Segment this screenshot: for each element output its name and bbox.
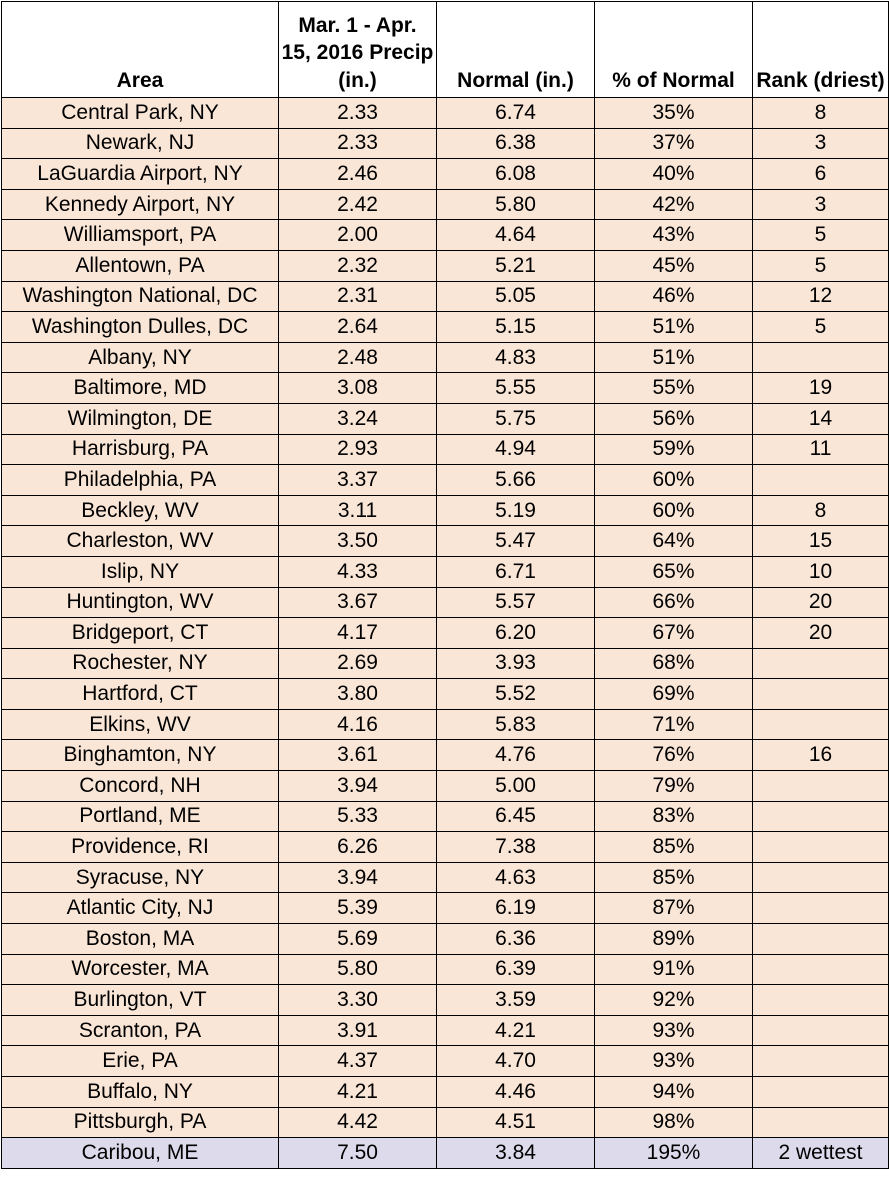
table-row bbox=[2, 924, 889, 955]
cell-precip: 4.16 bbox=[279, 709, 437, 740]
cell-normal: 4.63 bbox=[437, 862, 595, 893]
table-row bbox=[2, 1107, 889, 1138]
cell-precip: 3.61 bbox=[279, 740, 437, 771]
cell-rank: 20 bbox=[753, 587, 889, 618]
cell-normal: 6.45 bbox=[437, 801, 595, 832]
cell-precip: 3.94 bbox=[279, 862, 437, 893]
cell-normal: 5.21 bbox=[437, 250, 595, 281]
cell-area: Harrisburg, PA bbox=[2, 434, 279, 465]
cell-percent-of-normal: 85% bbox=[595, 862, 753, 893]
cell-percent-of-normal: 85% bbox=[595, 832, 753, 863]
cell-area: Atlantic City, NJ bbox=[2, 893, 279, 924]
table-row bbox=[2, 128, 889, 159]
table-row bbox=[2, 495, 889, 526]
table-row bbox=[2, 250, 889, 281]
cell-area: Kennedy Airport, NY bbox=[2, 189, 279, 220]
cell-area: Allentown, PA bbox=[2, 250, 279, 281]
cell-area: Newark, NJ bbox=[2, 128, 279, 159]
cell-rank: 8 bbox=[753, 495, 889, 526]
cell-normal: 5.52 bbox=[437, 679, 595, 710]
table-row bbox=[2, 281, 889, 312]
cell-normal: 6.19 bbox=[437, 893, 595, 924]
cell-precip: 2.64 bbox=[279, 312, 437, 343]
cell-percent-of-normal: 51% bbox=[595, 312, 753, 343]
table-row bbox=[2, 526, 889, 557]
cell-percent-of-normal: 87% bbox=[595, 893, 753, 924]
cell-percent-of-normal: 42% bbox=[595, 189, 753, 220]
cell-percent-of-normal: 67% bbox=[595, 618, 753, 649]
cell-area: Albany, NY bbox=[2, 342, 279, 373]
cell-rank: 8 bbox=[753, 98, 889, 129]
table-row bbox=[2, 587, 889, 618]
table-row bbox=[2, 1046, 889, 1077]
cell-rank: 12 bbox=[753, 281, 889, 312]
cell-area: Elkins, WV bbox=[2, 709, 279, 740]
cell-precip: 2.48 bbox=[279, 342, 437, 373]
cell-normal: 4.21 bbox=[437, 1015, 595, 1046]
cell-normal: 4.76 bbox=[437, 740, 595, 771]
cell-normal: 6.71 bbox=[437, 556, 595, 587]
cell-precip: 5.69 bbox=[279, 924, 437, 955]
cell-area: Scranton, PA bbox=[2, 1015, 279, 1046]
cell-precip: 4.42 bbox=[279, 1107, 437, 1138]
cell-rank bbox=[753, 801, 889, 832]
cell-rank: 19 bbox=[753, 373, 889, 404]
cell-normal: 6.08 bbox=[437, 159, 595, 190]
cell-normal: 6.39 bbox=[437, 954, 595, 985]
cell-percent-of-normal: 91% bbox=[595, 954, 753, 985]
cell-rank: 11 bbox=[753, 434, 889, 465]
cell-area: LaGuardia Airport, NY bbox=[2, 159, 279, 190]
cell-normal: 5.57 bbox=[437, 587, 595, 618]
cell-rank: 15 bbox=[753, 526, 889, 557]
cell-normal: 4.70 bbox=[437, 1046, 595, 1077]
table-row bbox=[2, 556, 889, 587]
cell-percent-of-normal: 45% bbox=[595, 250, 753, 281]
cell-area: Burlington, VT bbox=[2, 985, 279, 1016]
cell-normal: 6.38 bbox=[437, 128, 595, 159]
table-row bbox=[2, 189, 889, 220]
cell-rank: 16 bbox=[753, 740, 889, 771]
cell-normal: 4.64 bbox=[437, 220, 595, 251]
cell-precip: 3.80 bbox=[279, 679, 437, 710]
cell-area: Providence, RI bbox=[2, 832, 279, 863]
cell-precip: 7.50 bbox=[279, 1138, 437, 1169]
table-row bbox=[2, 373, 889, 404]
cell-area: Portland, ME bbox=[2, 801, 279, 832]
table-row bbox=[2, 159, 889, 190]
header-row bbox=[2, 2, 889, 98]
cell-rank: 3 bbox=[753, 189, 889, 220]
table-row bbox=[2, 618, 889, 649]
cell-normal: 4.83 bbox=[437, 342, 595, 373]
cell-percent-of-normal: 66% bbox=[595, 587, 753, 618]
cell-normal: 5.75 bbox=[437, 403, 595, 434]
cell-percent-of-normal: 98% bbox=[595, 1107, 753, 1138]
table-row bbox=[2, 862, 889, 893]
cell-normal: 5.80 bbox=[437, 189, 595, 220]
cell-normal: 5.00 bbox=[437, 771, 595, 802]
cell-rank: 14 bbox=[753, 403, 889, 434]
header-area: Area bbox=[2, 2, 279, 98]
cell-normal: 5.66 bbox=[437, 465, 595, 496]
cell-area: Central Park, NY bbox=[2, 98, 279, 129]
cell-rank bbox=[753, 1046, 889, 1077]
table-row bbox=[2, 771, 889, 802]
cell-percent-of-normal: 93% bbox=[595, 1046, 753, 1077]
table-row bbox=[2, 832, 889, 863]
cell-precip: 2.33 bbox=[279, 128, 437, 159]
cell-rank bbox=[753, 709, 889, 740]
cell-percent-of-normal: 37% bbox=[595, 128, 753, 159]
cell-precip: 3.30 bbox=[279, 985, 437, 1016]
cell-rank bbox=[753, 893, 889, 924]
cell-precip: 4.33 bbox=[279, 556, 437, 587]
header-precip: Mar. 1 - Apr. 15, 2016 Precip (in.) bbox=[279, 2, 437, 98]
cell-precip: 2.46 bbox=[279, 159, 437, 190]
cell-rank bbox=[753, 954, 889, 985]
cell-normal: 5.47 bbox=[437, 526, 595, 557]
header-percent-of-normal: % of Normal bbox=[595, 2, 753, 98]
table-row bbox=[2, 434, 889, 465]
cell-precip: 2.33 bbox=[279, 98, 437, 129]
cell-precip: 5.33 bbox=[279, 801, 437, 832]
cell-area: Rochester, NY bbox=[2, 648, 279, 679]
cell-rank bbox=[753, 771, 889, 802]
table-row bbox=[2, 893, 889, 924]
cell-percent-of-normal: 195% bbox=[595, 1138, 753, 1169]
cell-rank: 5 bbox=[753, 250, 889, 281]
cell-area: Worcester, MA bbox=[2, 954, 279, 985]
cell-percent-of-normal: 51% bbox=[595, 342, 753, 373]
cell-rank: 10 bbox=[753, 556, 889, 587]
cell-precip: 6.26 bbox=[279, 832, 437, 863]
table-row bbox=[2, 1015, 889, 1046]
cell-area: Caribou, ME bbox=[2, 1138, 279, 1169]
cell-rank: 5 bbox=[753, 220, 889, 251]
cell-rank bbox=[753, 1107, 889, 1138]
cell-rank: 3 bbox=[753, 128, 889, 159]
cell-percent-of-normal: 46% bbox=[595, 281, 753, 312]
cell-percent-of-normal: 64% bbox=[595, 526, 753, 557]
cell-precip: 4.37 bbox=[279, 1046, 437, 1077]
cell-percent-of-normal: 94% bbox=[595, 1077, 753, 1108]
cell-precip: 4.21 bbox=[279, 1077, 437, 1108]
cell-normal: 6.20 bbox=[437, 618, 595, 649]
table-row bbox=[2, 954, 889, 985]
cell-precip: 4.17 bbox=[279, 618, 437, 649]
cell-precip: 2.00 bbox=[279, 220, 437, 251]
table-row bbox=[2, 801, 889, 832]
cell-precip: 2.69 bbox=[279, 648, 437, 679]
table-body bbox=[2, 98, 889, 1169]
cell-percent-of-normal: 40% bbox=[595, 159, 753, 190]
table-row bbox=[2, 679, 889, 710]
cell-rank: 6 bbox=[753, 159, 889, 190]
cell-normal: 5.15 bbox=[437, 312, 595, 343]
cell-precip: 3.94 bbox=[279, 771, 437, 802]
cell-area: Bridgeport, CT bbox=[2, 618, 279, 649]
cell-area: Huntington, WV bbox=[2, 587, 279, 618]
cell-precip: 3.24 bbox=[279, 403, 437, 434]
cell-normal: 3.84 bbox=[437, 1138, 595, 1169]
cell-normal: 5.55 bbox=[437, 373, 595, 404]
cell-normal: 3.93 bbox=[437, 648, 595, 679]
cell-rank bbox=[753, 679, 889, 710]
table-row bbox=[2, 312, 889, 343]
cell-rank: 20 bbox=[753, 618, 889, 649]
cell-rank bbox=[753, 1015, 889, 1046]
cell-precip: 2.42 bbox=[279, 189, 437, 220]
cell-area: Wilmington, DE bbox=[2, 403, 279, 434]
cell-percent-of-normal: 92% bbox=[595, 985, 753, 1016]
cell-rank bbox=[753, 832, 889, 863]
precipitation-table bbox=[1, 1, 889, 1169]
cell-precip: 3.37 bbox=[279, 465, 437, 496]
cell-rank: 5 bbox=[753, 312, 889, 343]
cell-rank bbox=[753, 924, 889, 955]
cell-area: Washington Dulles, DC bbox=[2, 312, 279, 343]
cell-normal: 5.05 bbox=[437, 281, 595, 312]
cell-precip: 2.32 bbox=[279, 250, 437, 281]
cell-precip: 3.11 bbox=[279, 495, 437, 526]
cell-precip: 5.39 bbox=[279, 893, 437, 924]
cell-precip: 3.91 bbox=[279, 1015, 437, 1046]
cell-normal: 3.59 bbox=[437, 985, 595, 1016]
cell-percent-of-normal: 69% bbox=[595, 679, 753, 710]
cell-area: Baltimore, MD bbox=[2, 373, 279, 404]
cell-normal: 4.46 bbox=[437, 1077, 595, 1108]
cell-area: Hartford, CT bbox=[2, 679, 279, 710]
cell-normal: 7.38 bbox=[437, 832, 595, 863]
cell-normal: 4.51 bbox=[437, 1107, 595, 1138]
cell-rank bbox=[753, 1077, 889, 1108]
cell-normal: 5.83 bbox=[437, 709, 595, 740]
cell-percent-of-normal: 56% bbox=[595, 403, 753, 434]
cell-percent-of-normal: 59% bbox=[595, 434, 753, 465]
cell-normal: 5.19 bbox=[437, 495, 595, 526]
cell-area: Buffalo, NY bbox=[2, 1077, 279, 1108]
table-row bbox=[2, 709, 889, 740]
cell-precip: 3.50 bbox=[279, 526, 437, 557]
table-row bbox=[2, 1077, 889, 1108]
cell-percent-of-normal: 55% bbox=[595, 373, 753, 404]
cell-area: Charleston, WV bbox=[2, 526, 279, 557]
cell-area: Washington National, DC bbox=[2, 281, 279, 312]
cell-precip: 2.93 bbox=[279, 434, 437, 465]
cell-percent-of-normal: 68% bbox=[595, 648, 753, 679]
cell-percent-of-normal: 83% bbox=[595, 801, 753, 832]
cell-percent-of-normal: 93% bbox=[595, 1015, 753, 1046]
header-rank: Rank (driest) bbox=[753, 2, 889, 98]
cell-area: Williamsport, PA bbox=[2, 220, 279, 251]
cell-percent-of-normal: 76% bbox=[595, 740, 753, 771]
cell-percent-of-normal: 79% bbox=[595, 771, 753, 802]
cell-rank bbox=[753, 985, 889, 1016]
cell-area: Islip, NY bbox=[2, 556, 279, 587]
table-row bbox=[2, 403, 889, 434]
cell-precip: 3.08 bbox=[279, 373, 437, 404]
cell-area: Philadelphia, PA bbox=[2, 465, 279, 496]
cell-rank bbox=[753, 862, 889, 893]
cell-precip: 5.80 bbox=[279, 954, 437, 985]
cell-area: Erie, PA bbox=[2, 1046, 279, 1077]
table-row bbox=[2, 985, 889, 1016]
table-row bbox=[2, 220, 889, 251]
cell-precip: 2.31 bbox=[279, 281, 437, 312]
cell-normal: 4.94 bbox=[437, 434, 595, 465]
cell-percent-of-normal: 71% bbox=[595, 709, 753, 740]
cell-rank bbox=[753, 342, 889, 373]
cell-area: Syracuse, NY bbox=[2, 862, 279, 893]
cell-rank bbox=[753, 465, 889, 496]
cell-percent-of-normal: 65% bbox=[595, 556, 753, 587]
cell-percent-of-normal: 35% bbox=[595, 98, 753, 129]
cell-rank: 2 wettest bbox=[753, 1138, 889, 1169]
cell-normal: 6.74 bbox=[437, 98, 595, 129]
table-row bbox=[2, 740, 889, 771]
cell-percent-of-normal: 89% bbox=[595, 924, 753, 955]
cell-area: Concord, NH bbox=[2, 771, 279, 802]
table-row bbox=[2, 98, 889, 129]
header-normal: Normal (in.) bbox=[437, 2, 595, 98]
table-row bbox=[2, 1138, 889, 1169]
cell-area: Beckley, WV bbox=[2, 495, 279, 526]
table-row bbox=[2, 342, 889, 373]
cell-percent-of-normal: 43% bbox=[595, 220, 753, 251]
cell-normal: 6.36 bbox=[437, 924, 595, 955]
cell-percent-of-normal: 60% bbox=[595, 495, 753, 526]
cell-precip: 3.67 bbox=[279, 587, 437, 618]
cell-rank bbox=[753, 648, 889, 679]
table-row bbox=[2, 648, 889, 679]
table-row bbox=[2, 465, 889, 496]
cell-area: Boston, MA bbox=[2, 924, 279, 955]
cell-percent-of-normal: 60% bbox=[595, 465, 753, 496]
cell-area: Binghamton, NY bbox=[2, 740, 279, 771]
cell-area: Pittsburgh, PA bbox=[2, 1107, 279, 1138]
